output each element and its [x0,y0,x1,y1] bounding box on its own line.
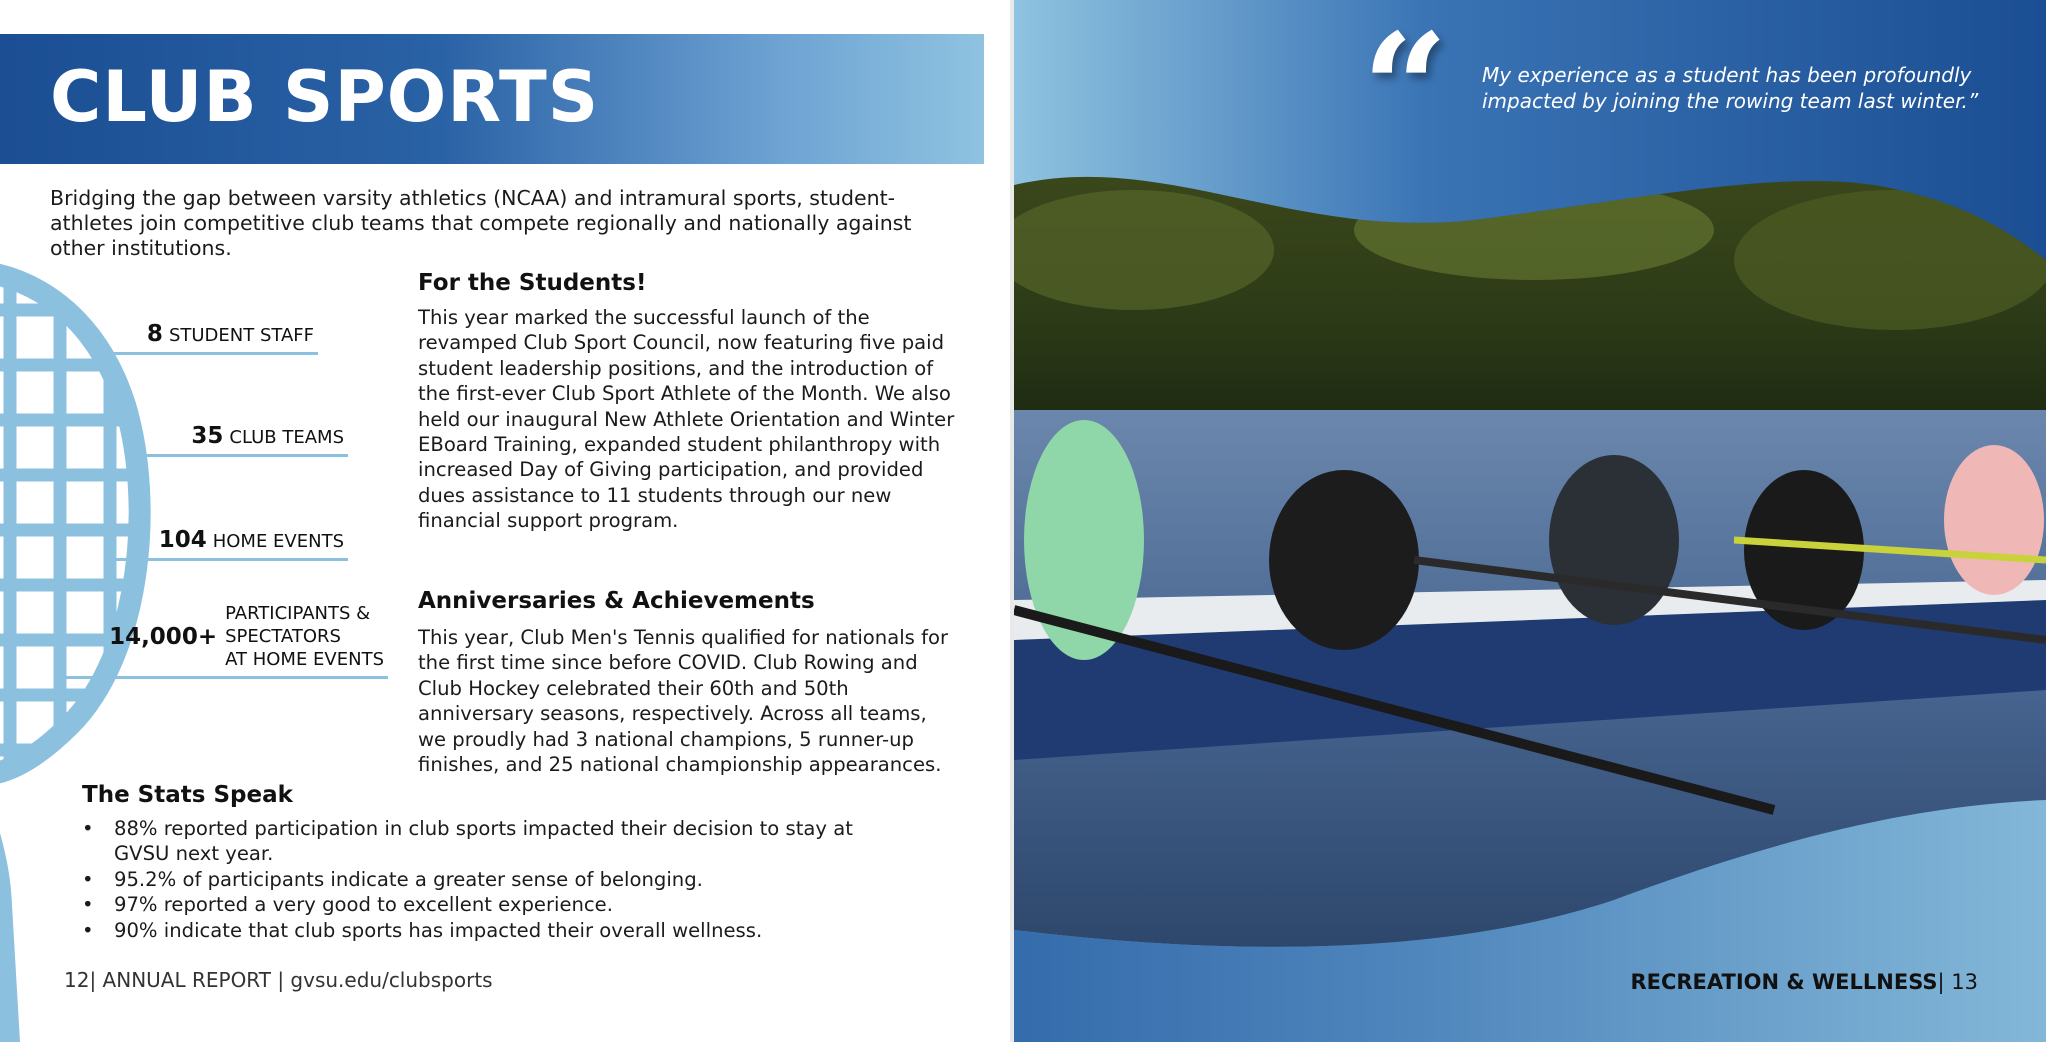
stat-number: 14,000+ [109,623,218,650]
stat-student-staff [110,312,318,355]
list-item: • 90% indicate that club sports has impacted their overall wellness. [82,918,862,943]
stat-label-line: PARTICIPANTS & [225,603,371,624]
intro-paragraph: Bridging the gap between varsity athletics (NCAA) and intramural sports, student-athletes join competitive club teams that compete regionally and nationally against other institutions. [50,186,912,260]
anniversaries-body: This year, Club Men's Tennis qualified for nationals for the first time since before COVID. Club Rowing and Club Hockey celebrated their 60th and 50th anniversary seasons, respectively. Across all teams, we proudly had 3 national champions, 5 runner-up finishes, and 25 national championship appearances. [418,626,949,777]
stat-club-teams [130,414,348,457]
quote-mark-icon: “ [1362,1,1449,177]
rowing-photo [1014,0,2046,1042]
list-item: • 97% reported a very good to excellent experience. [82,892,862,917]
footer-brand: RECREATION & WELLNESS [1630,970,1938,994]
footer-left: 12| ANNUAL REPORT | gvsu.edu/clubsports [64,968,493,992]
footer-right [1630,970,1978,994]
stats-speak-list [82,816,862,943]
list-item: • 88% reported participation in club sports impacted their decision to stay at GVSU next year. [82,816,862,867]
students-body: This year marked the successful launch of the revamped Club Sport Council, now featuring five paid student leadership positions, and the introduction of the first-ever Club Sport Athlete of the Month. We also held our inaugural New Athlete Orientation and Winter EBoard Training, expanded student philanthropy with increased Day of Giving participation, and provided dues assistance to 11 students through our new financial support program. [418,306,955,533]
right-page [1014,0,2046,1042]
stat-label: CLUB TEAMS [229,427,344,448]
stat-participants [60,604,388,679]
stat-number: 104 [158,527,207,553]
stat-label: STUDENT STAFF [168,325,314,346]
list-item: • 95.2% of participants indicate a greater sense of belonging. [82,867,862,892]
left-page [0,0,1014,1042]
stat-number: 8 [146,321,163,347]
page-title: CLUB SPORTS [50,56,600,138]
anniversaries-heading: Anniversaries & Achievements [418,588,815,614]
stat-label: HOME EVENTS [212,531,344,552]
testimonial-quote: My experience as a student has been profoundly impacted by joining the rowing team last winter.” [1482,63,1979,113]
footer-page-number: | 13 [1937,970,1978,994]
stat-home-events [115,518,348,561]
students-heading: For the Students! [418,270,647,296]
stats-speak-heading: The Stats Speak [82,782,293,808]
stat-number: 35 [191,423,224,449]
stat-label-line: SPECTATORS [225,626,341,647]
stat-label-line: AT HOME EVENTS [225,649,384,670]
